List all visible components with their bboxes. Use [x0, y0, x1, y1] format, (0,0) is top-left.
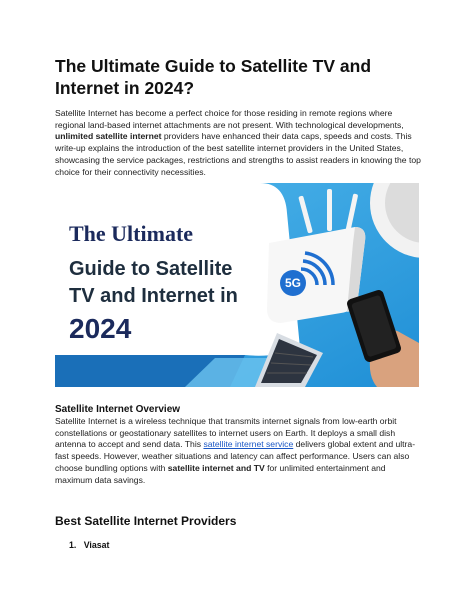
overview-text-2: delivers global extent and ultra-fast speeds. However, weather situations and latency can affect performance. Users can also choose bundling options with [55, 439, 416, 473]
intro-text-2: providers have enhanced their data caps, speeds and costs. This write-up explains the introduction of the best satellite internet providers in the United States, showcasing the service packages, restrictions and strengths to assist readers in knowing the top choice for their connectivity necessities. [55, 131, 421, 177]
satellite-internet-service-link[interactable]: satellite internet service [203, 439, 294, 450]
providers-heading: Best Satellite Internet Providers [55, 514, 237, 528]
page-title: The Ultimate Guide to Satellite TV and Internet in 2024? [55, 56, 372, 98]
list-item [69, 540, 109, 550]
overview-heading: Satellite Internet Overview [55, 404, 181, 415]
intro-bold-term: unlimited satellite internet [55, 131, 162, 142]
badge-5g: 5G [284, 276, 302, 290]
banner-line-4: 2024 [69, 313, 132, 344]
banner-line-1: The Ultimate [69, 221, 194, 246]
list-item-label: Viasat [83, 540, 110, 550]
list-item-number: 1. [69, 540, 77, 550]
banner-line-3: TV and Internet in [69, 285, 238, 307]
overview-text-1: Satellite Internet is a wireless technique that transmits internet signals from low-earth orbit constellations or geostationary satellites to internet users on Earth. It deploys a small dish antenna to accept and send data. This [55, 416, 397, 450]
intro-text-1: Satellite Internet has become a perfect choice for those residing in remote regions where regional land-based internet attachments are not present. With technological developments, [55, 108, 404, 130]
banner-line-2: Guide to Satellite [69, 258, 233, 280]
banner-illustration [55, 183, 419, 387]
intro-paragraph [55, 108, 425, 178]
overview-bold-term: satellite internet and TV [167, 462, 265, 473]
hero-banner-image [55, 183, 419, 387]
overview-text-3: for unlimited entertainment and maximum data savings. [55, 462, 386, 485]
overview-paragraph [55, 416, 425, 486]
